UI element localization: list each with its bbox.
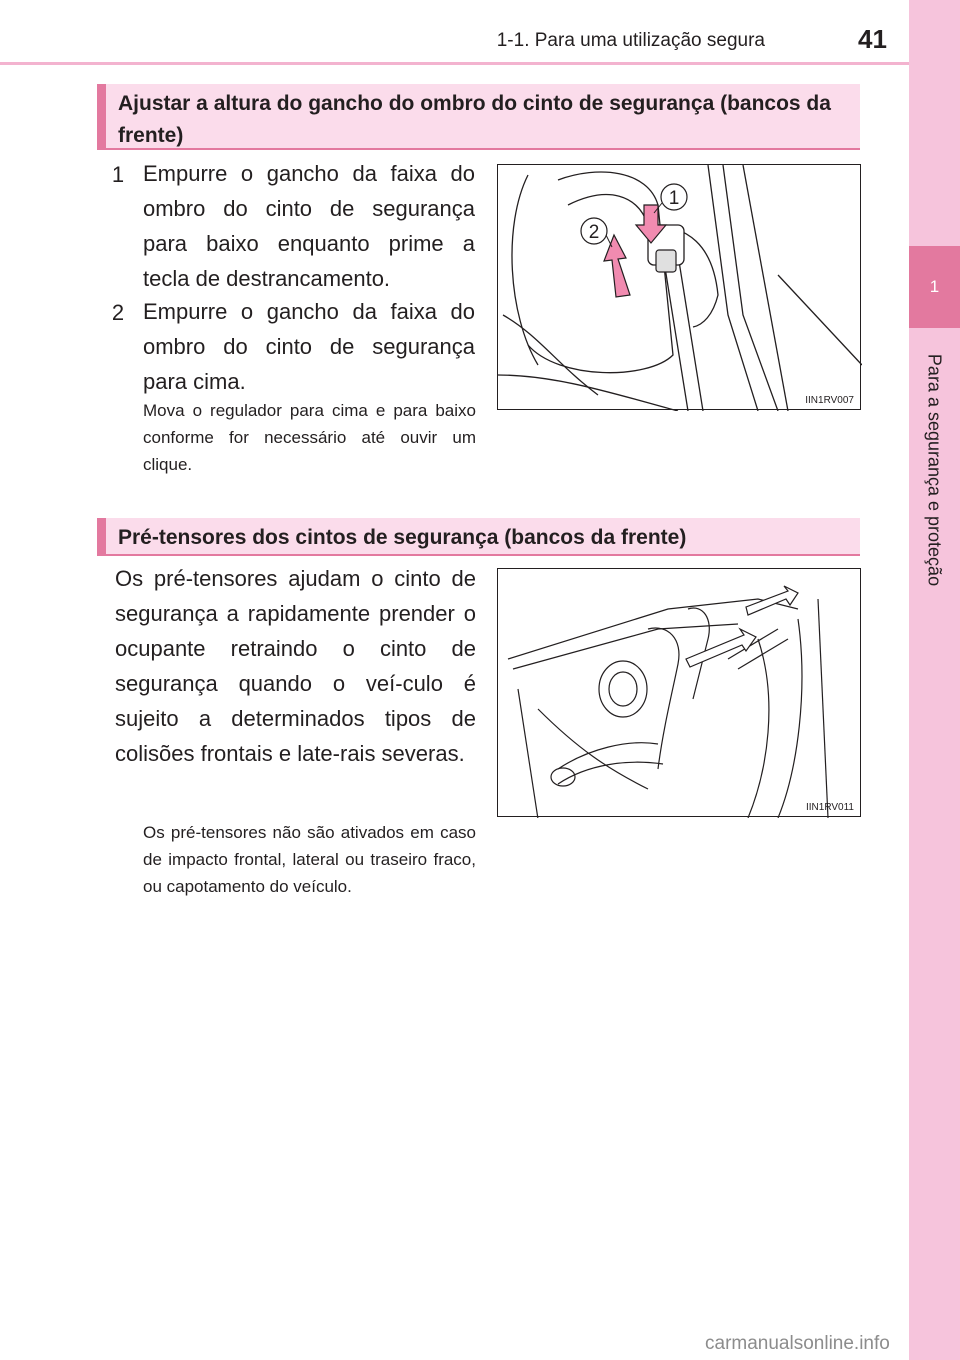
step-text: Empurre o gancho da faixa do ombro do cinto de segurança para cima. [143, 299, 475, 394]
step-1 [105, 156, 475, 296]
svg-text:2: 2 [588, 222, 600, 243]
running-header: 1-1. Para uma utilização segura [496, 30, 765, 51]
svg-text:1: 1 [668, 188, 680, 209]
figure-code: IIN1RV011 [806, 802, 854, 813]
step-text: Empurre o gancho da faixa do ombro do cinto de segurança para baixo enquanto prime a tecla de destrancamento. [143, 161, 475, 291]
section-heading-shoulder-anchor: Ajustar a altura do gancho do ombro do cinto de segurança (bancos da frente) [97, 84, 860, 150]
figure-pretensioners [497, 568, 861, 817]
figure-shoulder-anchor [497, 164, 861, 410]
section-heading-pretensioners: Pré-tensores dos cintos de segurança (bancos da frente) [97, 518, 860, 556]
side-tab [909, 0, 960, 1360]
step-number: 2 [111, 300, 125, 325]
pretensioner-description: Os pré-tensores ajudam o cinto de segurança a rapidamente prender o ocupante retraindo o cinto de segurança quando o veí-culo é sujeito a determinados tipos de colisões frontais e late-rais severas. [115, 566, 476, 766]
note-text: Os pré-tensores não são ativados em caso de impacto frontal, lateral ou traseiro fraco, ou capotamento do veículo. [143, 823, 476, 896]
note-text: Mova o regulador para cima e para baixo conforme for necessário até ouvir um clique. [143, 401, 476, 474]
step-2 [105, 294, 475, 399]
watermark: carmanualsonline.info [705, 1333, 890, 1354]
step-number: 1 [111, 162, 125, 187]
pretensioner-illustration [498, 569, 862, 818]
chapter-number: 1 [929, 277, 940, 296]
page-number: 41 [858, 24, 887, 54]
chapter-number-badge [909, 246, 960, 328]
shoulder-anchor-illustration [498, 165, 862, 411]
arrow-up-icon [604, 235, 630, 297]
chapter-title: Para a segurança e proteção [924, 353, 945, 587]
header-rule [0, 62, 909, 65]
figure-code: IIN1RV007 [805, 395, 854, 406]
